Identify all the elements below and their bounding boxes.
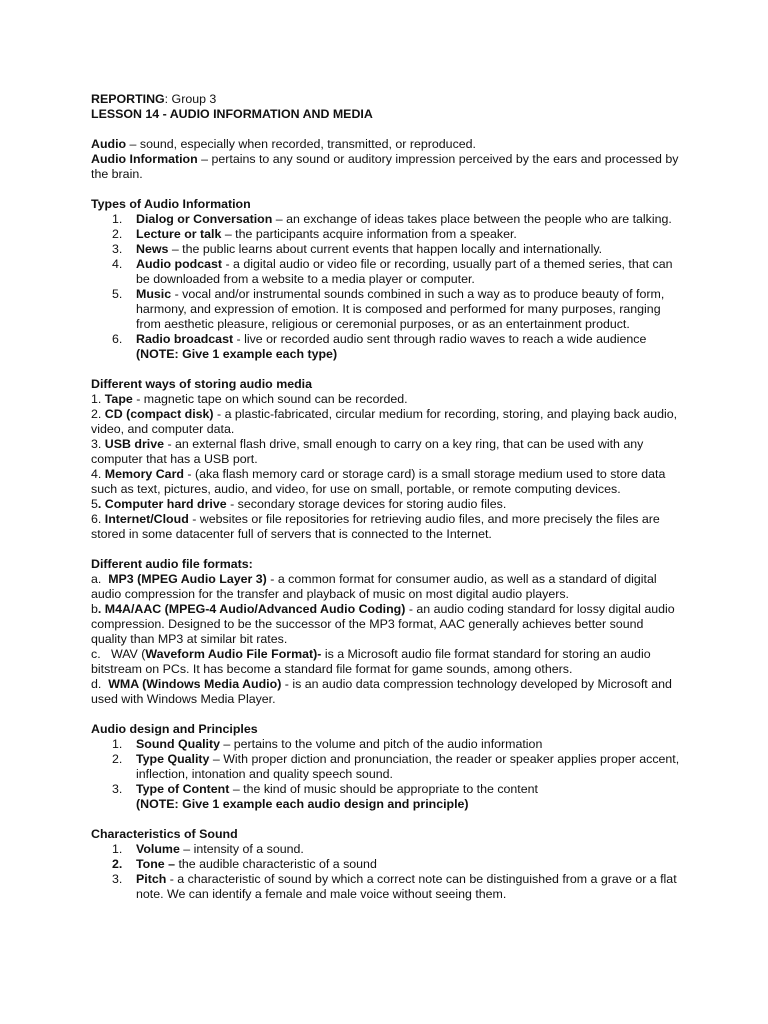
- section-heading-types: [91, 197, 681, 212]
- item-desc: - an audio coding standard for lossy digital audio compression. Designed to be the successor of the MP3 format, AAC generally achieves better sound quality than MP3 at similar bit rates.: [91, 602, 679, 646]
- item-desc: - secondary storage devices for storing audio files.: [226, 497, 507, 511]
- list-item: [91, 842, 681, 857]
- item-desc: – pertains to the volume and pitch of the audio information: [219, 737, 543, 751]
- item-term: Type of Content: [136, 782, 230, 796]
- lesson-title: [91, 107, 681, 122]
- section-heading-characteristics: [91, 827, 681, 842]
- note-text: (NOTE: Give 1 example each audio design and principle): [136, 797, 469, 811]
- item-term: MP3 (MPEG Audio Layer 3): [108, 572, 267, 586]
- list-item: [91, 407, 681, 437]
- item-desc: - (aka flash memory card or storage card) is a small storage medium used to store data such as text, pictures, audio, and video, for use on small, portable, or remote computing devices.: [91, 467, 666, 496]
- item-desc: - an external flash drive, small enough to carry on a key ring, that can be used with any computer that has a USB port.: [91, 437, 644, 466]
- item-term: Music: [136, 287, 172, 301]
- item-number: 4.: [112, 257, 123, 271]
- list-item: [91, 467, 681, 497]
- item-term: Memory Card: [104, 467, 184, 481]
- heading-text: Types of Audio Information: [91, 197, 251, 211]
- item-desc: - magnetic tape on which sound can be recorded.: [132, 392, 408, 406]
- item-term: Dialog or Conversation: [136, 212, 273, 226]
- item-desc: – With proper diction and pronunciation, the reader or speaker applies proper accent, inflection, intonation and quality speech sound.: [136, 752, 680, 781]
- item-desc: is a Microsoft audio file format standard for storing an audio bitstream on PCs. It has become a standard file format for game sounds, among others.: [91, 647, 655, 676]
- characteristics-list: [91, 842, 681, 902]
- item-number: 6.: [91, 512, 105, 526]
- item-number: 2.: [112, 752, 123, 766]
- design-list: [91, 737, 681, 812]
- item-desc: – the public learns about current events that happen locally and internationally.: [168, 242, 603, 256]
- item-term: Tone –: [136, 857, 176, 871]
- list-item: [91, 332, 681, 362]
- item-desc: the audible characteristic of a sound: [175, 857, 377, 871]
- item-term: USB drive: [104, 437, 164, 451]
- list-item: [91, 392, 681, 407]
- list-item: [91, 512, 681, 542]
- list-item: [91, 677, 681, 707]
- item-number: 3.: [112, 242, 123, 256]
- item-number: 2.: [91, 407, 105, 421]
- section-heading-storage: [91, 377, 681, 392]
- note-text: (NOTE: Give 1 example each type): [136, 347, 338, 361]
- item-term: Radio broadcast: [136, 332, 234, 346]
- item-desc: - live or recorded audio sent through radio waves to reach a wide audience: [233, 332, 647, 346]
- item-term: WMA (Windows Media Audio): [108, 677, 282, 691]
- spacer: [91, 707, 681, 722]
- list-item: [91, 572, 681, 602]
- item-number: 4.: [91, 467, 105, 481]
- heading-text: Audio design and Principles: [91, 722, 258, 736]
- section-heading-formats: [91, 557, 681, 572]
- list-item: [91, 227, 681, 242]
- item-desc: - a common format for consumer audio, as well as a standard of digital audio compression for the transfer and playback of music on most digital audio players.: [91, 572, 661, 601]
- item-term: Lecture or talk: [136, 227, 222, 241]
- definition-text: – pertains to any sound or auditory impression perceived by the ears and processed by the brain.: [91, 152, 679, 181]
- item-term: . M4A/AAC (MPEG-4 Audio/Advanced Audio Coding): [97, 602, 406, 616]
- item-number: 3.: [91, 437, 105, 451]
- item-desc: - a plastic-fabricated, circular medium for recording, storing, and playing back audio, video, and computer data.: [91, 407, 678, 436]
- definition-audio-information: [91, 152, 681, 182]
- item-term: News: [136, 242, 169, 256]
- list-item: [91, 752, 681, 782]
- item-number: 2.: [112, 227, 123, 241]
- definition-audio: [91, 137, 681, 152]
- list-item: [91, 782, 681, 812]
- item-prefix: c. WAV (: [91, 647, 146, 661]
- list-item: [91, 497, 681, 512]
- item-desc: - a characteristic of sound by which a correct note can be distinguished from a grave or a flat note. We can identify a female and male voice without seeing them.: [136, 872, 677, 901]
- item-term: Internet/Cloud: [104, 512, 189, 526]
- list-item: [91, 647, 681, 677]
- definition-text: – sound, especially when recorded, transmitted, or reproduced.: [126, 137, 476, 151]
- item-term: Volume: [136, 842, 180, 856]
- item-number: 1.: [91, 392, 105, 406]
- item-number: 1.: [112, 212, 123, 226]
- item-prefix: a.: [91, 572, 109, 586]
- item-desc: - a digital audio or video file or recording, usually part of a themed series, that can be downloaded from a website to a media player or computer.: [136, 257, 673, 286]
- item-term: Tape: [104, 392, 133, 406]
- item-prefix: b: [91, 602, 98, 616]
- heading-text: Different ways of storing audio media: [91, 377, 312, 391]
- list-item: [91, 212, 681, 227]
- item-desc: - vocal and/or instrumental sounds combined in such a way as to produce beauty of form, harmony, and expression of emotion. It is composed and performed for many purposes, ranging from aesthetic pleasure, religious or ceremonial purposes, or as an entertainment product.: [136, 287, 665, 331]
- list-item: [91, 437, 681, 467]
- lesson-title-text: LESSON 14 - AUDIO INFORMATION AND MEDIA: [91, 107, 373, 121]
- item-number: 3.: [112, 782, 123, 796]
- list-item: [91, 737, 681, 752]
- item-number: 5.: [112, 287, 123, 301]
- item-term: Type Quality: [136, 752, 210, 766]
- item-number: 3.: [112, 872, 123, 886]
- spacer: [91, 362, 681, 377]
- spacer: [91, 122, 681, 137]
- spacer: [91, 542, 681, 557]
- item-desc: – the kind of music should be appropriate to the content: [229, 782, 538, 796]
- item-desc: – an exchange of ideas takes place between the people who are talking.: [272, 212, 672, 226]
- item-term: Audio podcast: [136, 257, 223, 271]
- item-desc: – the participants acquire information from a speaker.: [221, 227, 517, 241]
- item-number: 1.: [112, 737, 123, 751]
- item-prefix: d.: [91, 677, 109, 691]
- definition-term: Audio Information: [91, 152, 198, 166]
- list-item: [91, 872, 681, 902]
- item-desc: – intensity of a sound.: [179, 842, 304, 856]
- reporting-label: REPORTING: [91, 92, 165, 106]
- heading-text: Different audio file formats:: [91, 557, 253, 571]
- list-item: [91, 257, 681, 287]
- item-term: . Computer hard drive: [97, 497, 227, 511]
- spacer: [91, 182, 681, 197]
- document-content: [91, 92, 681, 902]
- section-heading-design: [91, 722, 681, 737]
- item-number: 1.: [112, 842, 123, 856]
- definition-term: Audio: [91, 137, 127, 151]
- item-term: Waveform Audio File Format)-: [145, 647, 322, 661]
- item-number: 2.: [112, 857, 123, 871]
- item-number: 5: [91, 497, 98, 511]
- spacer: [91, 812, 681, 827]
- list-item: [91, 242, 681, 257]
- item-term: CD (compact disk): [104, 407, 214, 421]
- list-item: [91, 287, 681, 332]
- reporting-line: [91, 92, 681, 107]
- item-desc: - is an audio data compression technology developed by Microsoft and used with Windows Media Player.: [91, 677, 676, 706]
- item-number: 6.: [112, 332, 123, 346]
- list-item: [91, 602, 681, 647]
- item-term: Sound Quality: [136, 737, 220, 751]
- heading-text: Characteristics of Sound: [91, 827, 238, 841]
- list-item: [91, 857, 681, 872]
- types-list: [91, 212, 681, 362]
- item-term: Pitch: [136, 872, 167, 886]
- item-desc: - websites or file repositories for retrieving audio files, and more precisely the files are stored in some datacenter full of servers that is connected to the Internet.: [91, 512, 660, 541]
- reporting-value: : Group 3: [164, 92, 217, 106]
